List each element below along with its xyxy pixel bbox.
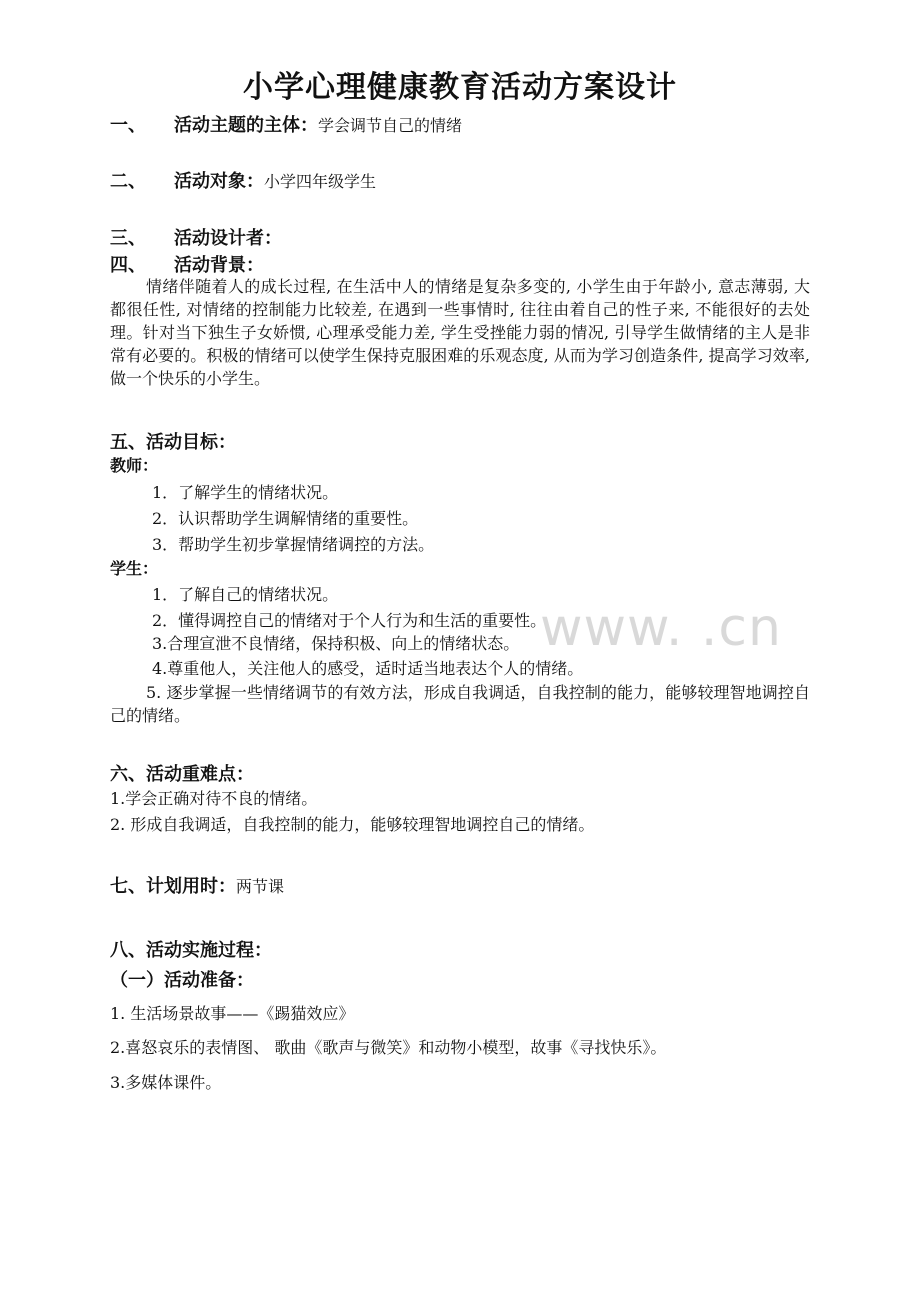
section-1 [110,111,462,137]
student-goal-1: 1．了解自己的情绪状况。 [152,585,339,604]
teacher-label: 教师： [110,456,159,475]
section-8-subheading: （一）活动准备： [110,970,254,991]
key-point-1: 1.学会正确对待不良的情绪。 [110,789,318,808]
section-7-value: 两节课 [236,877,285,896]
student-goal-4: 4.尊重他人，关注他人的感受，适时适当地表达个人的情绪。 [152,659,584,678]
student-goal-3: 3.合理宣泄不良情绪，保持积极、向上的情绪状态。 [152,634,520,653]
section-2 [110,167,376,193]
teacher-goal-3: 3．帮助学生初步掌握情绪调控的方法。 [152,535,435,554]
section-5-heading: 五、活动目标： [110,432,236,453]
section-4 [110,251,264,277]
section-3-label: 活动设计者： [174,228,282,249]
section-2-value: 小学四年级学生 [264,172,377,191]
section-7 [110,872,284,898]
preparation-item-2: 2.喜怒哀乐的表情图、 歌曲《歌声与微笑》和动物小模型，故事《寻找快乐》。 [110,1038,667,1057]
section-4-label: 活动背景： [174,255,264,276]
section-3 [110,224,282,250]
teacher-goal-2: 2．认识帮助学生调解情绪的重要性。 [152,509,419,528]
preparation-item-3: 3.多媒体课件。 [110,1073,222,1092]
section-6-heading: 六、活动重难点： [110,764,254,785]
student-goal-5: 5. 逐步掌握一些情绪调节的有效方法，形成自我调适，自我控制的能力，能够较理智地调控自己的情绪。 [110,683,810,725]
student-label: 学生： [110,559,159,578]
section-4-number: 四、 [110,255,146,276]
student-goal-5-block [110,681,810,727]
section-1-label: 活动主题的主体： [174,115,318,136]
watermark: www. .cn [540,598,782,658]
section-1-value: 学会调节自己的情绪 [318,116,463,135]
section-1-number: 一、 [110,115,146,136]
student-goal-2: 2．懂得调控自己的情绪对于个人行为和生活的重要性。 [152,611,547,630]
background-paragraph: 情绪伴随着人的成长过程, 在生活中人的情绪是复杂多变的, 小学生由于年龄小, 意志薄弱, 大都很任性, 对情绪的控制能力比较差, 在遇到一些事情时, 往往由着自己的性子来, 不能很好的去处理。针对当下独生子女娇惯, 心理承受能力差, 学生受挫能力弱的情况, 引导学生做情绪的主人是非常有必要的。积极的情绪可以使学生保持克服困难的乐观态度, 从而为学习创造条件, 提高学习效率, 做一个快乐的小学生。 [110,277,810,388]
section-7-heading: 七、计划用时： [110,876,236,897]
background-paragraph-block [110,275,810,390]
section-8-heading: 八、活动实施过程： [110,940,272,961]
preparation-item-1: 1. 生活场景故事——《踢猫效应》 [110,1004,355,1023]
teacher-goal-1: 1．了解学生的情绪状况。 [152,483,339,502]
section-2-number: 二、 [110,171,146,192]
section-2-label: 活动对象： [174,171,264,192]
section-3-number: 三、 [110,228,146,249]
document-title: 小学心理健康教育活动方案设计 [243,70,677,105]
key-point-2: 2. 形成自我调适，自我控制的能力，能够较理智地调控自己的情绪。 [110,815,595,834]
